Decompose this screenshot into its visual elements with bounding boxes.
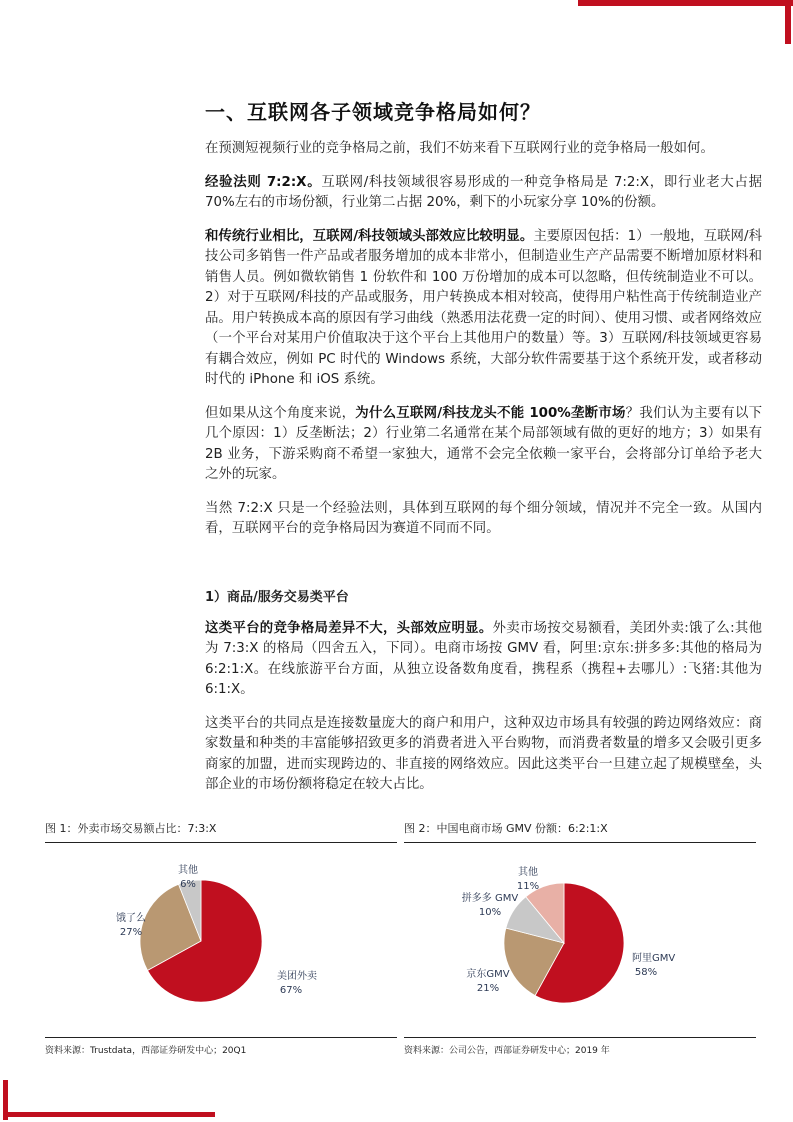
subheading: 1）商品/服务交易类平台 (205, 589, 349, 605)
slice-label: 拼多多 GMV (461, 893, 519, 904)
paragraph: 当然 7:2:X 只是一个经验法则，具体到互联网的每个细分领域，情况并不完全一致。从国内看，互联网平台的竞争格局因为赛道不同而不同。 (205, 500, 762, 536)
slice-value-label: 67% (279, 985, 303, 996)
slice-value-label: 10% (478, 907, 502, 918)
slice-label: 其他 (518, 867, 538, 878)
top-red-vertical (785, 0, 791, 44)
slice-value-label: 27% (119, 927, 143, 938)
paragraph: 这类平台的竞争格局差异不大，头部效应明显。外卖市场按交易额看，美团外卖:饿了么:其他为 7:3:X 的格局（四舍五入，下同）。电商市场按 GMV 看，阿里:京东:拼多多:其他的格局为 6:2:1:X。在线旅游平台方面，从独立设备数角度看，携程系（携程+去哪儿）:飞猪:其他为 6:1:X。 (205, 620, 762, 697)
top-red-bar (578, 0, 793, 6)
slice-value-label: 11% (516, 881, 540, 892)
figure-source: 资料来源：公司公告，西部证券研发中心；2019 年 (404, 1037, 756, 1056)
figure-title: 图 2：中国电商市场 GMV 份额：6:2:1:X (404, 820, 756, 843)
figure-source: 资料来源：Trustdata，西部证券研发中心；20Q1 (45, 1037, 397, 1056)
slice-label: 京东GMV (466, 969, 510, 980)
pie-chart-2 (404, 843, 756, 1023)
slice-label: 美团外卖 (277, 971, 317, 982)
slice-label: 阿里GMV (632, 953, 676, 964)
slice-value-label: 6% (180, 879, 196, 890)
slice-value-label: 58% (634, 967, 658, 978)
slice-value-label: 21% (476, 983, 500, 994)
figure-2 (404, 820, 756, 1056)
slice-label: 其他 (178, 865, 198, 876)
paragraph: 在预测短视频行业的竞争格局之前，我们不妨来看下互联网行业的竞争格局一般如何。 (205, 141, 714, 156)
paragraph: 和传统行业相比，互联网/科技领域头部效应比较明显。主要原因包括：1）一般地，互联网/科技公司多销售一件产品或者服务增加的成本非常小，但制造业生产产品需要不断增加原材料和销售人员。例如微软销售 1 份软件和 100 万份增加的成本可以忽略，但传统制造业不可以。2）对于互联网/科技的产品或服务，用户转换成本相对较高，使得用户粘性高于传统制造业产品。用户转换成本高的原因有学习曲线（熟悉用法花费一定的时间）、使用习惯、或者网络效应（一个平台对某用户价值取决于这个平台上其他用户的数量）等。3）互联网/科技领域更容易有耦合效应，例如 PC 时代的 Windows 系统，大部分软件需要基于这个系统开发，或者移动时代的 iPhone 和 iOS 系统。 (205, 228, 763, 387)
figure-title: 图 1：外卖市场交易额占比：7:3:X (45, 820, 397, 843)
main-content (205, 96, 762, 809)
section-heading: 一、互联网各子领域竞争格局如何？ (205, 100, 541, 124)
paragraph: 这类平台的共同点是连接数量庞大的商户和用户，这种双边市场具有较强的跨边网络效应：商家数量和种类的丰富能够招致更多的消费者进入平台购物，而消费者数量的增多又会吸引更多商家的加盟，进而实现跨边的、非直接的网络效应。因此这类平台一旦建立起了规模壁垒，头部企业的市场份额将稳定在较大占比。 (205, 715, 762, 792)
paragraph: 但如果从这个角度来说，为什么互联网/科技龙头不能 100%垄断市场？我们认为主要有以下几个原因：1）反垄断法；2）行业第二名通常在某个局部领域有做的更好的地方；3）如果有 2B 业务，下游采购商不希望一家独大，通常不会完全依赖一家平台，会将部分订单给予老大之外的玩家。 (205, 405, 763, 482)
slice-label: 饿了么 (116, 913, 146, 924)
bottom-red-bar (3, 1112, 215, 1117)
paragraph: 经验法则 7:2:X。互联网/科技领域很容易形成的一种竞争格局是 7:2:X，即行业老大占据70%左右的市场份额，行业第二占据 20%，剩下的小玩家分享 10%的份额。 (205, 174, 762, 210)
figure-1 (45, 820, 397, 1056)
pie-chart-1 (45, 843, 397, 1023)
